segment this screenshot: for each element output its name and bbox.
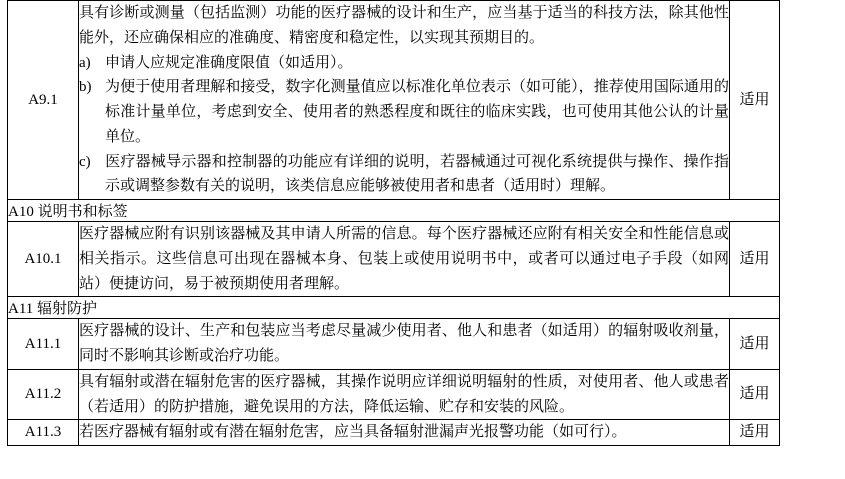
table-row bbox=[8, 222, 780, 297]
list-marker: b) bbox=[79, 79, 92, 96]
applicability-value: 适用 bbox=[730, 369, 780, 420]
requirement-paragraph: 医疗器械应附有识别该器械及其申请人所需的信息。每个医疗器械还应附有相关安全和性能信息或相关指示。这些信息可出现在器械本身、包装上或使用说明书中，或者可以通过电子手段（如网站）便捷访问，易于被预期使用者理解。 bbox=[79, 226, 729, 292]
requirement-content bbox=[79, 1, 730, 200]
requirement-content bbox=[79, 319, 730, 370]
list-item-text: 为便于使用者理解和接受，数字化测量值应以标准化单位表示（如可能），推荐使用国际通用的标准计量单位，考虑到安全、使用者的熟悉程度和既往的临床实践，也可使用其他公认的计量单位。 bbox=[105, 79, 729, 145]
section-heading: A10 说明书和标签 bbox=[8, 200, 780, 222]
list-item-text: 医疗器械导示器和控制器的功能应有详细的说明，若器械通过可视化系统提供与操作、操作指示或调整参数有关的说明，该类信息应能够被使用者和患者（适用时）理解。 bbox=[105, 153, 729, 195]
table-row-section bbox=[8, 200, 780, 222]
requirement-list-item bbox=[79, 150, 729, 200]
requirement-content bbox=[79, 222, 730, 297]
requirement-id: A9.1 bbox=[8, 1, 79, 200]
requirements-table bbox=[7, 0, 780, 446]
requirement-list-item bbox=[79, 75, 729, 149]
requirement-paragraph: 若医疗器械有辐射或有潜在辐射危害，应当具备辐射泄漏声光报警功能（如可行）。 bbox=[79, 424, 627, 441]
list-item-text: 申请人应规定准确度限值（如适用）。 bbox=[105, 54, 353, 71]
applicability-value: 适用 bbox=[730, 319, 780, 370]
requirement-id: A11.3 bbox=[8, 420, 79, 446]
requirement-content bbox=[79, 369, 730, 420]
requirement-paragraph: 具有辐射或潜在辐射危害的医疗器械，其操作说明应详细说明辐射的性质，对使用者、他人或患者（若适用）的防护措施，避免误用的方法，降低运输、贮存和安装的风险。 bbox=[79, 373, 729, 415]
applicability-value: 适用 bbox=[730, 222, 780, 297]
requirement-id: A11.1 bbox=[8, 319, 79, 370]
requirement-paragraph: 医疗器械的设计、生产和包装应当考虑尽量减少使用者、他人和患者（如适用）的辐射吸收剂量，同时不影响其诊断或治疗功能。 bbox=[79, 323, 729, 364]
requirement-id: A10.1 bbox=[8, 222, 79, 297]
requirement-id: A11.2 bbox=[8, 369, 79, 420]
table-body bbox=[8, 1, 780, 446]
requirement-list-item bbox=[79, 51, 729, 76]
applicability-value: 适用 bbox=[730, 420, 780, 446]
table-row bbox=[8, 369, 780, 420]
applicability-value: 适用 bbox=[730, 1, 780, 200]
table-row bbox=[8, 319, 780, 370]
section-heading: A11 辐射防护 bbox=[8, 297, 780, 319]
list-marker: a) bbox=[79, 54, 91, 71]
requirement-paragraph: 具有诊断或测量（包括监测）功能的医疗器械的设计和生产，应当基于适当的科技方法，除其他性能外，还应确保相应的准确度、精密度和稳定性，以实现其预期目的。 bbox=[79, 5, 729, 46]
table-row-section bbox=[8, 297, 780, 319]
list-marker: c) bbox=[79, 153, 91, 170]
requirement-content bbox=[79, 420, 730, 446]
table-row bbox=[8, 420, 780, 446]
table-row bbox=[8, 1, 780, 200]
